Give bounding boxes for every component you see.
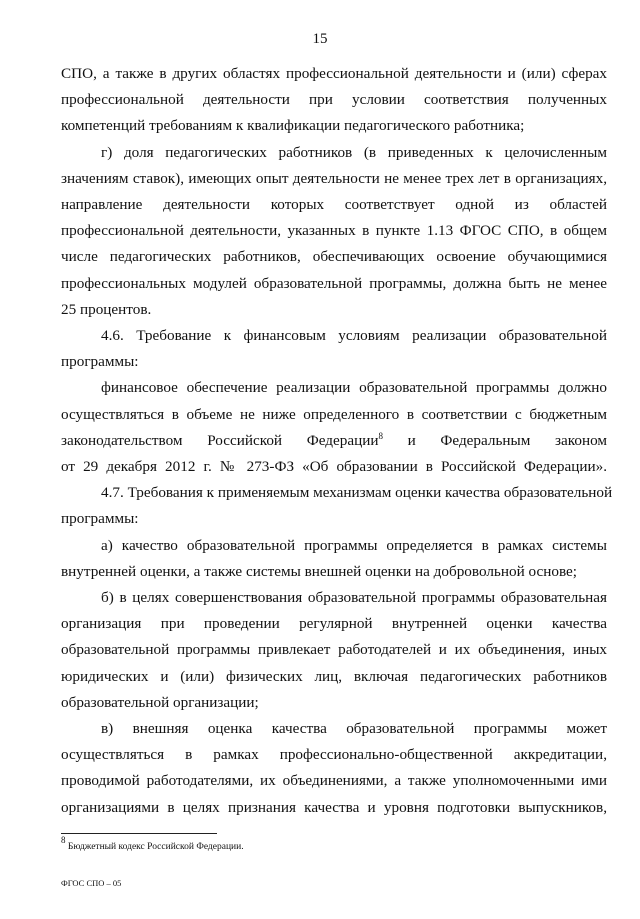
text-line: б) в целях совершенствования образовательной программы образовательная bbox=[101, 589, 607, 606]
page-number: 15 bbox=[312, 31, 328, 47]
footnote bbox=[61, 835, 244, 853]
text-line: в) внешняя оценка качества образовательной программы может bbox=[101, 720, 607, 737]
text-fragment: законодательством Российской Федерации bbox=[61, 432, 379, 449]
text-line: числе педагогических работников, обеспечивающих освоение обучающимися bbox=[61, 248, 607, 265]
text-line: 25 процентов. bbox=[61, 301, 152, 318]
footnote-reference: 8 bbox=[378, 431, 383, 441]
text-line: профессиональной деятельности при условии соответствия полученных bbox=[61, 91, 607, 108]
text-line: проводимой работодателями, их объединениями, а также уполномоченными ими bbox=[61, 772, 607, 789]
text-line: г) доля педагогических работников (в приведенных к целочисленным bbox=[101, 144, 607, 161]
text-fragment: и Федеральным законом bbox=[407, 432, 607, 449]
text-line: финансовое обеспечение реализации образовательной программы должно bbox=[101, 379, 607, 396]
text-line: образовательной программы привлекает работодателей и их объединения, иных bbox=[61, 641, 607, 658]
text-line: осуществляться в рамках профессионально-общественной аккредитации, bbox=[61, 746, 607, 763]
text-line-with-footnote bbox=[61, 431, 607, 451]
text-line: образовательной организации; bbox=[61, 694, 259, 711]
section-heading-4-6: 4.6. Требование к финансовым условиям реализации образовательной bbox=[101, 327, 607, 344]
text-line: от 29 декабря 2012 г. № 273-ФЗ «Об образовании в Российской Федерации». bbox=[61, 458, 607, 475]
text-line: юридических и (или) физических лиц, включая педагогических работников bbox=[61, 668, 607, 685]
text-line: организация при проведении регулярной внутренней оценки качества bbox=[61, 615, 607, 632]
section-heading-4-7: 4.7. Требования к применяемым механизмам оценки качества образовательной bbox=[101, 484, 613, 501]
text-line: СПО, а также в других областях профессиональной деятельности и (или) сферах bbox=[61, 65, 607, 82]
text-line: профессиональной деятельности, указанных в пункте 1.13 ФГОС СПО, в общем bbox=[61, 222, 607, 239]
text-line: программы: bbox=[61, 353, 139, 370]
text-line: организациями в целях признания качества и уровня подготовки выпускников, bbox=[61, 799, 607, 816]
text-line: компетенций требованиям к квалификации педагогического работника; bbox=[61, 117, 525, 134]
footnote-divider bbox=[61, 833, 217, 834]
footnote-marker: 8 bbox=[61, 835, 66, 845]
text-line: значениям ставок), имеющих опыт деятельности не менее трех лет в организациях, bbox=[61, 170, 607, 187]
text-line: программы: bbox=[61, 510, 139, 527]
text-line: профессиональных модулей образовательной программы, должна быть не менее bbox=[61, 275, 607, 292]
text-line: внутренней оценки, а также системы внешней оценки на добровольной основе; bbox=[61, 563, 577, 580]
footnote-text: Бюджетный кодекс Российской Федерации. bbox=[67, 842, 244, 852]
text-line: осуществляться в объеме не ниже определенного в соответствии с бюджетным bbox=[61, 406, 607, 423]
text-line: а) качество образовательной программы определяется в рамках системы bbox=[101, 537, 607, 554]
document-footer: ФГОС СПО – 05 bbox=[61, 878, 122, 888]
text-line: направление деятельности которых соответствует одной из областей bbox=[61, 196, 607, 213]
